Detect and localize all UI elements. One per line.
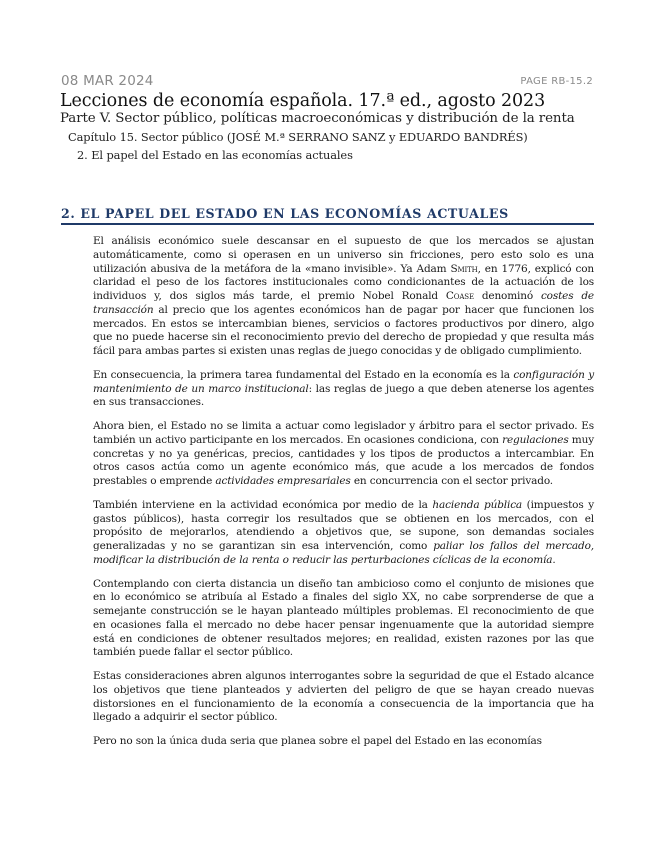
term-regulaciones: regulaciones: [502, 433, 569, 446]
print-date: 08 MAR 2024: [61, 73, 154, 89]
author-name-smith: Smith: [450, 262, 478, 275]
paragraph-1: El análisis económico suele descansar en el supuesto de que los mercados se ajustan automáticamente, como si operasen en un universo sin fricciones, pero esto solo es una utilización abusiva de la metáfora de la «mano invisible». Ya Adam Smith, en 1776, explicó con claridad el peso de los factores institucionales como condicionantes de la actuación de los individuos y, dos siglos más tarde, el premio Nobel Ronald Coase denominó costes de transacción al precio que los agentes económicos han de pagar por hacer que funcionen los mercados. En estos se intercambian bienes, servicios o factores productivos por dinero, algo que no puede hacerse sin el reconocimiento previo del derecho de propiedad y que resulta más fácil para ambas partes si existen unas reglas de juego conocidas y de obligado cumplimiento.: [93, 235, 594, 357]
paragraph-4: También interviene en la actividad económica por medio de la hacienda pública (impuestos y gastos públicos), hasta corregir los resultados que se obtienen en los mercados, con el propósito de mejorarlos, atendiendo a objetivos que, se supone, son demandas sociales generalizadas y no se garantizan sin esa intervención, como paliar los fallos del mercado, modificar la distribución de la renta o reducir las perturbaciones cíclicas de la economía.: [93, 498, 594, 566]
term-hacienda-publica: hacienda pública: [432, 498, 523, 511]
paragraph-2: En consecuencia, la primera tarea fundamental del Estado en la economía es la configuración y mantenimiento de un marco institucional: las reglas de juego a que deben atenerse los agentes en sus transacciones.: [93, 368, 594, 409]
paragraph-5: Contemplando con cierta distancia un diseño tan ambicioso como el conjunto de misiones que en lo económico se atribuía al Estado a finales del siglo XX, no cabe sorprenderse de que a semejante construcción se le hayan planteado múltiples problemas. El reconocimiento de que en ocasiones falla el mercado no debe hacer pensar ingenuamente que la autoridad siempre está en condiciones de obtener resultados mejores; en realidad, existen razones por las que también puede fallar el sector público.: [93, 577, 594, 659]
paragraph-7: Pero no son la única duda seria que planea sobre el papel del Estado en las economías: [93, 735, 542, 747]
section-divider: [61, 223, 594, 225]
page-reference: PAGE RB-15.2: [520, 76, 593, 87]
paragraph-3: Ahora bien, el Estado no se limita a actuar como legislador y árbitro para el sector privado. Es también un activo participante en los mercados. En ocasiones condiciona, con regulaciones muy concretas y no ya genéricas, precios, cantidades y los tipos de productos a intercambiar. En otros casos actúa como un agente económico más, que acude a los mercados de fondos prestables o emprende actividades empresariales en concurrencia con el sector privado.: [93, 420, 595, 487]
breadcrumb-chapter: Capítulo 15. Sector público (JOSÉ M.ª SERRANO SANZ y EDUARDO BANDRÉS): [68, 130, 528, 144]
breadcrumb-section: 2. El papel del Estado en las economías actuales: [77, 148, 353, 162]
article-body: [93, 235, 594, 759]
term-fallos-del-mercado: paliar los fallos del mercado, modificar la distribución de la renta o reducir las perturbaciones cíclicas de la economía: [93, 540, 594, 566]
term-marco-institucional: configuración y mantenimiento de un marco institucional: [93, 368, 594, 395]
paragraph-6: Estas consideraciones abren algunos interrogantes sobre la seguridad de que el Estado alcance los objetivos que tiene planteados y advierten del peligro de que se hayan creado nuevas distorsiones en el funcionamiento de la economía a consecuencia de la importancia que ha llegado a adquirir el sector público.: [93, 670, 594, 724]
author-name-coase: Coase: [445, 290, 474, 302]
book-title: Lecciones de economía española. 17.ª ed., agosto 2023: [60, 91, 546, 111]
term-actividades-empresariales: actividades empresariales: [215, 475, 351, 487]
term-costes-de-transaccion: costes de transacción: [93, 290, 594, 316]
section-heading: 2. EL PAPEL DEL ESTADO EN LAS ECONOMÍAS ACTUALES: [61, 206, 509, 221]
breadcrumb-part: Parte V. Sector público, políticas macroeconómicas y distribución de la renta: [60, 111, 575, 126]
